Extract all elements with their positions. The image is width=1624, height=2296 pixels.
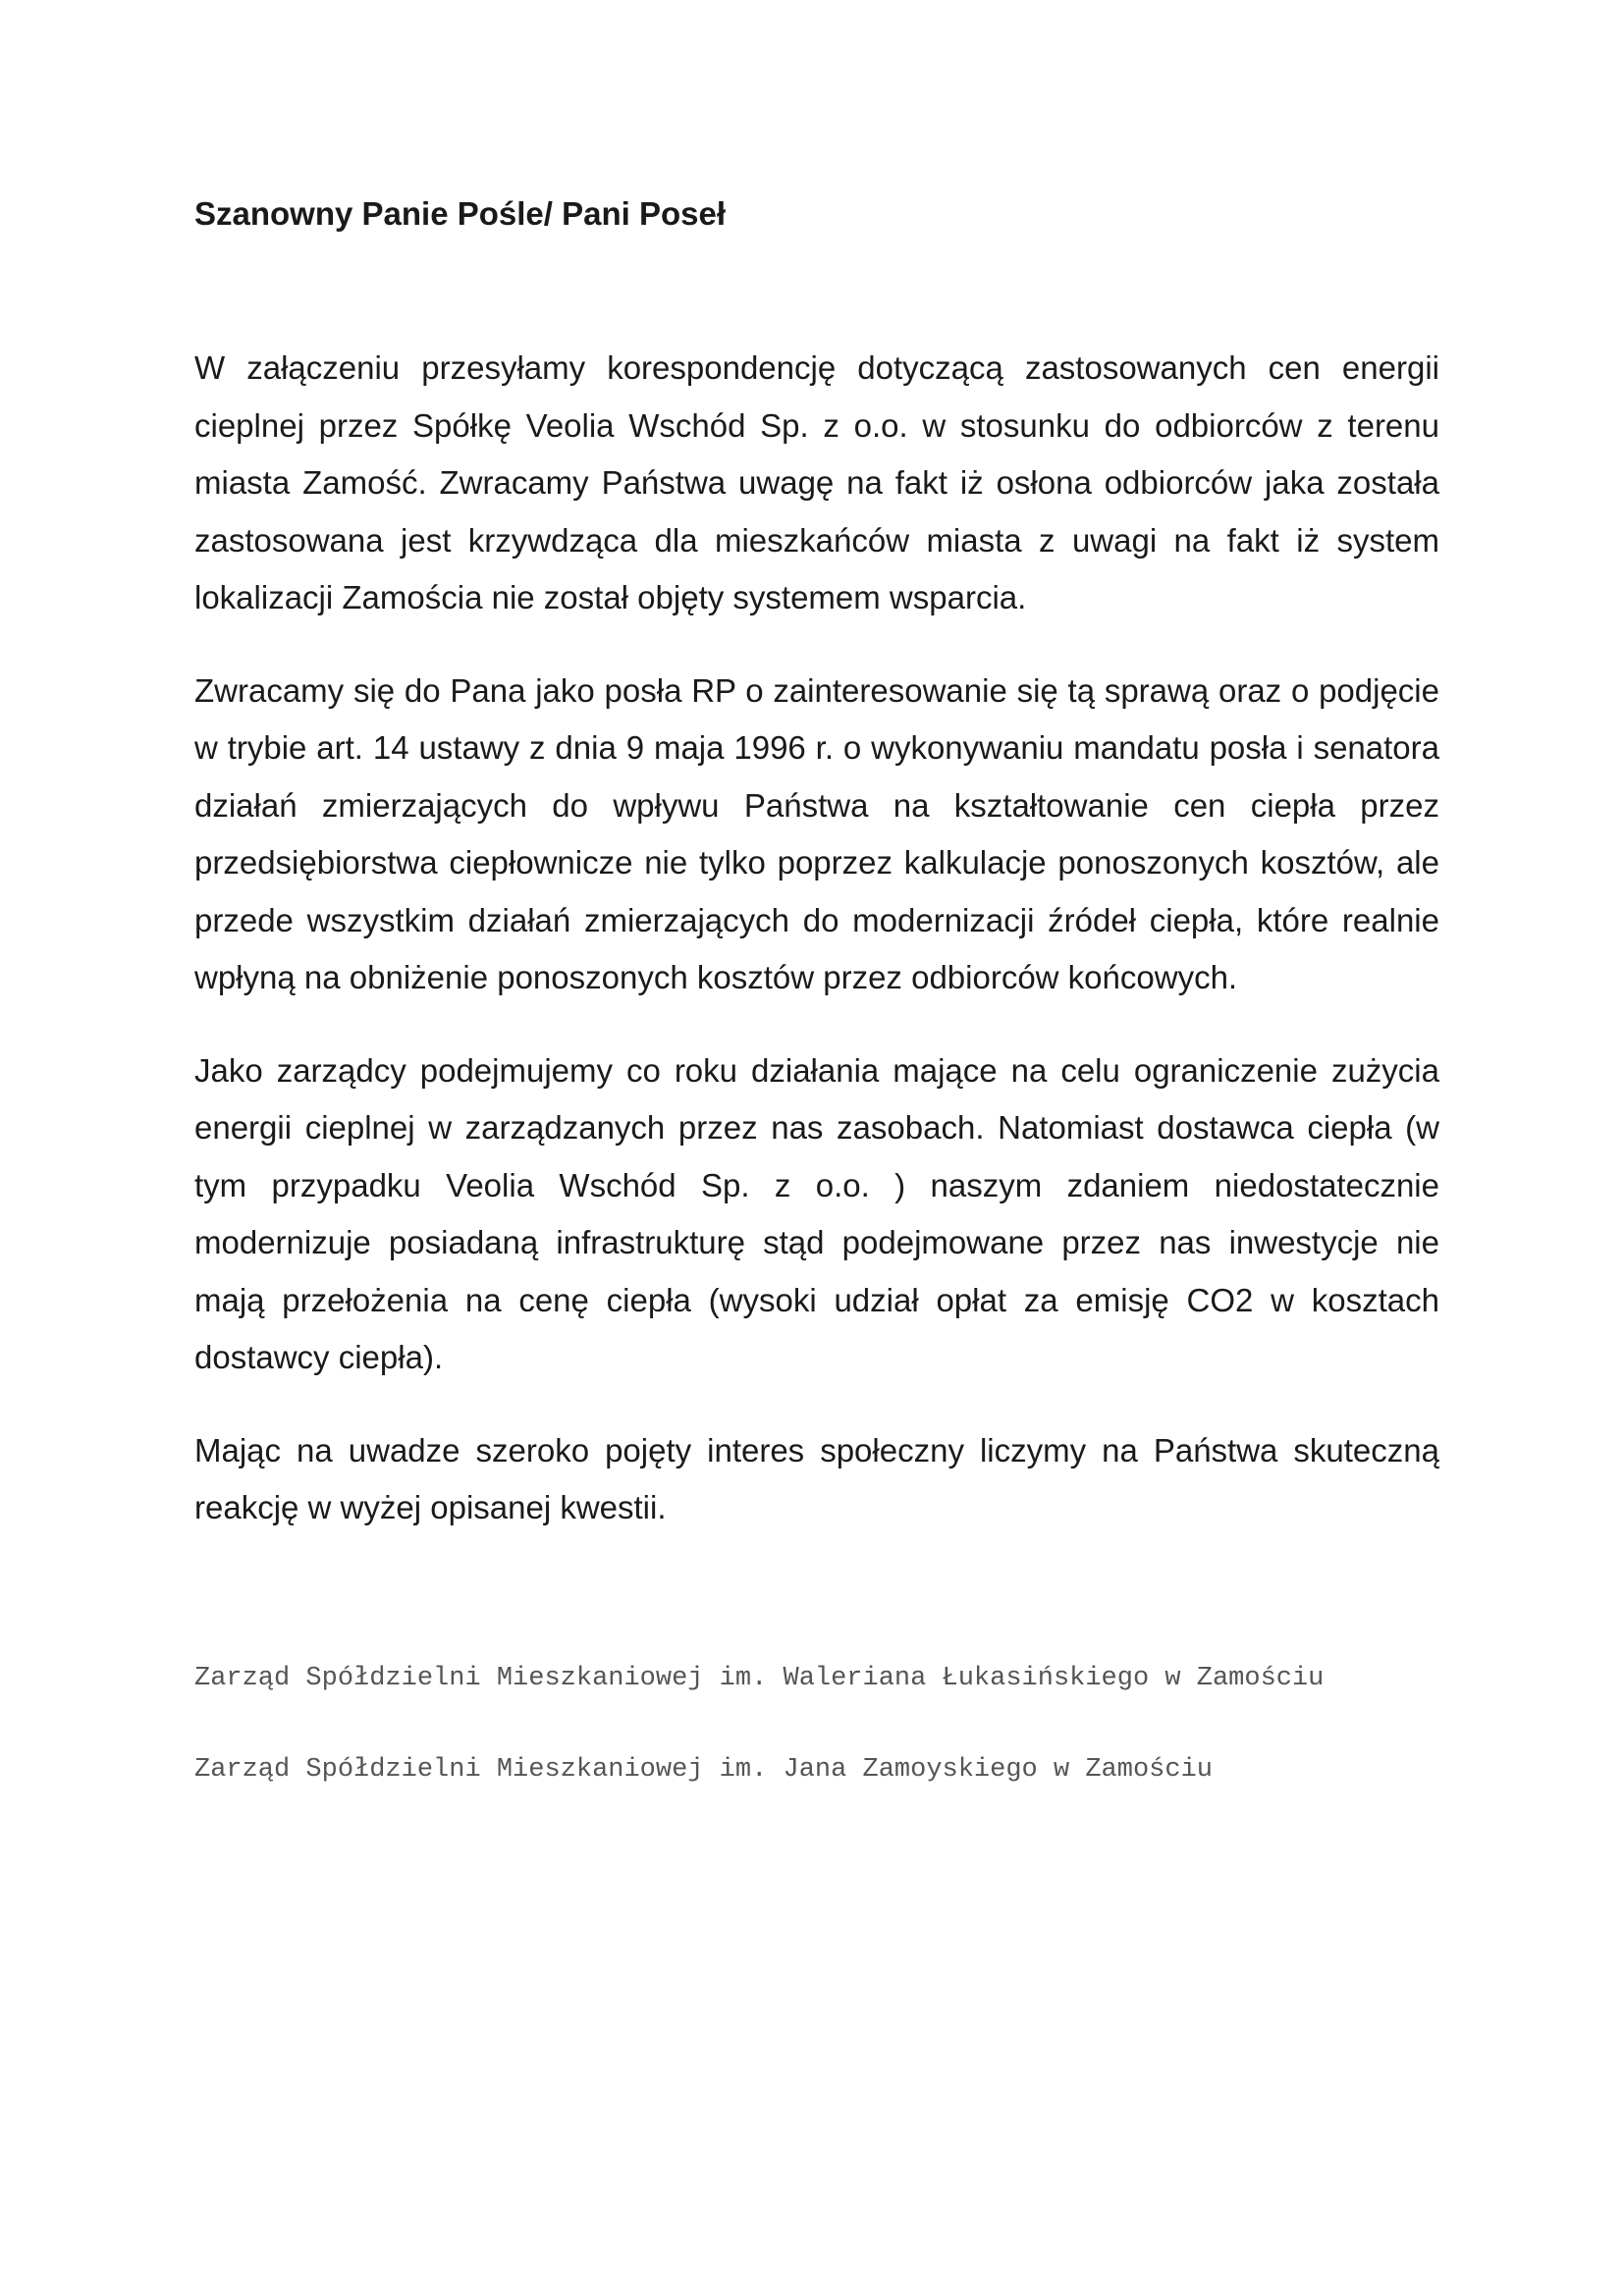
signature-line: Zarząd Spółdzielni Mieszkaniowej im. Jana Zamoyskiego w Zamościu xyxy=(194,1754,1213,1785)
letter-body xyxy=(194,192,1439,1846)
paragraph-closing: Mając na uwadze szeroko pojęty interes społeczny liczymy na Państwa skuteczną reakcję w wyżej opisanej kwestii. xyxy=(194,1431,1439,1525)
signature-block xyxy=(194,1603,1439,1846)
paragraph-request-to-mp: Zwracamy się do Pana jako posła RP o zainteresowanie się tą sprawą oraz o podjęcie w trybie art. 14 ustawy z dnia 9 maja 1996 r. o wykonywaniu mandatu posła i senatora działań zmierzających do wpływu Państwa na kształtowanie cen ciepła przez przedsiębiorstwa ciepłownicze nie tylko poprzez kalkulacje ponoszonych kosztów, ale przede wszystkim działań zmierzających do modernizacji źródeł ciepła, które realnie wpłyną na obniżenie ponoszonych kosztów przez odbiorców końcowych. xyxy=(194,671,1439,995)
signature-line: Zarząd Spółdzielni Mieszkaniowej im. Waleriana Łukasińskiego w Zamościu xyxy=(194,1663,1325,1693)
salutation: Szanowny Panie Pośle/ Pani Poseł xyxy=(194,195,727,232)
paragraph-manager-actions: Jako zarządcy podejmujemy co roku działania mające na celu ograniczenie zużycia energii cieplnej w zarządzanych przez nas zasobach. Natomiast dostawca ciepła (w tym przypadku Veolia Wschód Sp. z o.o. ) naszym zdaniem niedostatecznie modernizuje posiadaną infrastrukturę stąd podejmowane przez nas inwestycje nie mają przełożenia na cenę ciepła (wysoki udział opłat za emisję CO2 w kosztach dostawcy ciepła). xyxy=(194,1051,1439,1375)
paragraph-attachment-notice: W załączeniu przesyłamy korespondencję dotyczącą zastosowanych cen energii cieplnej przez Spółkę Veolia Wschód Sp. z o.o. w stosunku do odbiorców z terenu miasta Zamość. Zwracamy Państwa uwagę na fakt iż osłona odbiorców jaka została zastosowana jest krzywdząca dla mieszkańców miasta z uwagi na fakt iż system lokalizacji Zamościa nie został objęty systemem wsparcia. xyxy=(194,349,1439,615)
